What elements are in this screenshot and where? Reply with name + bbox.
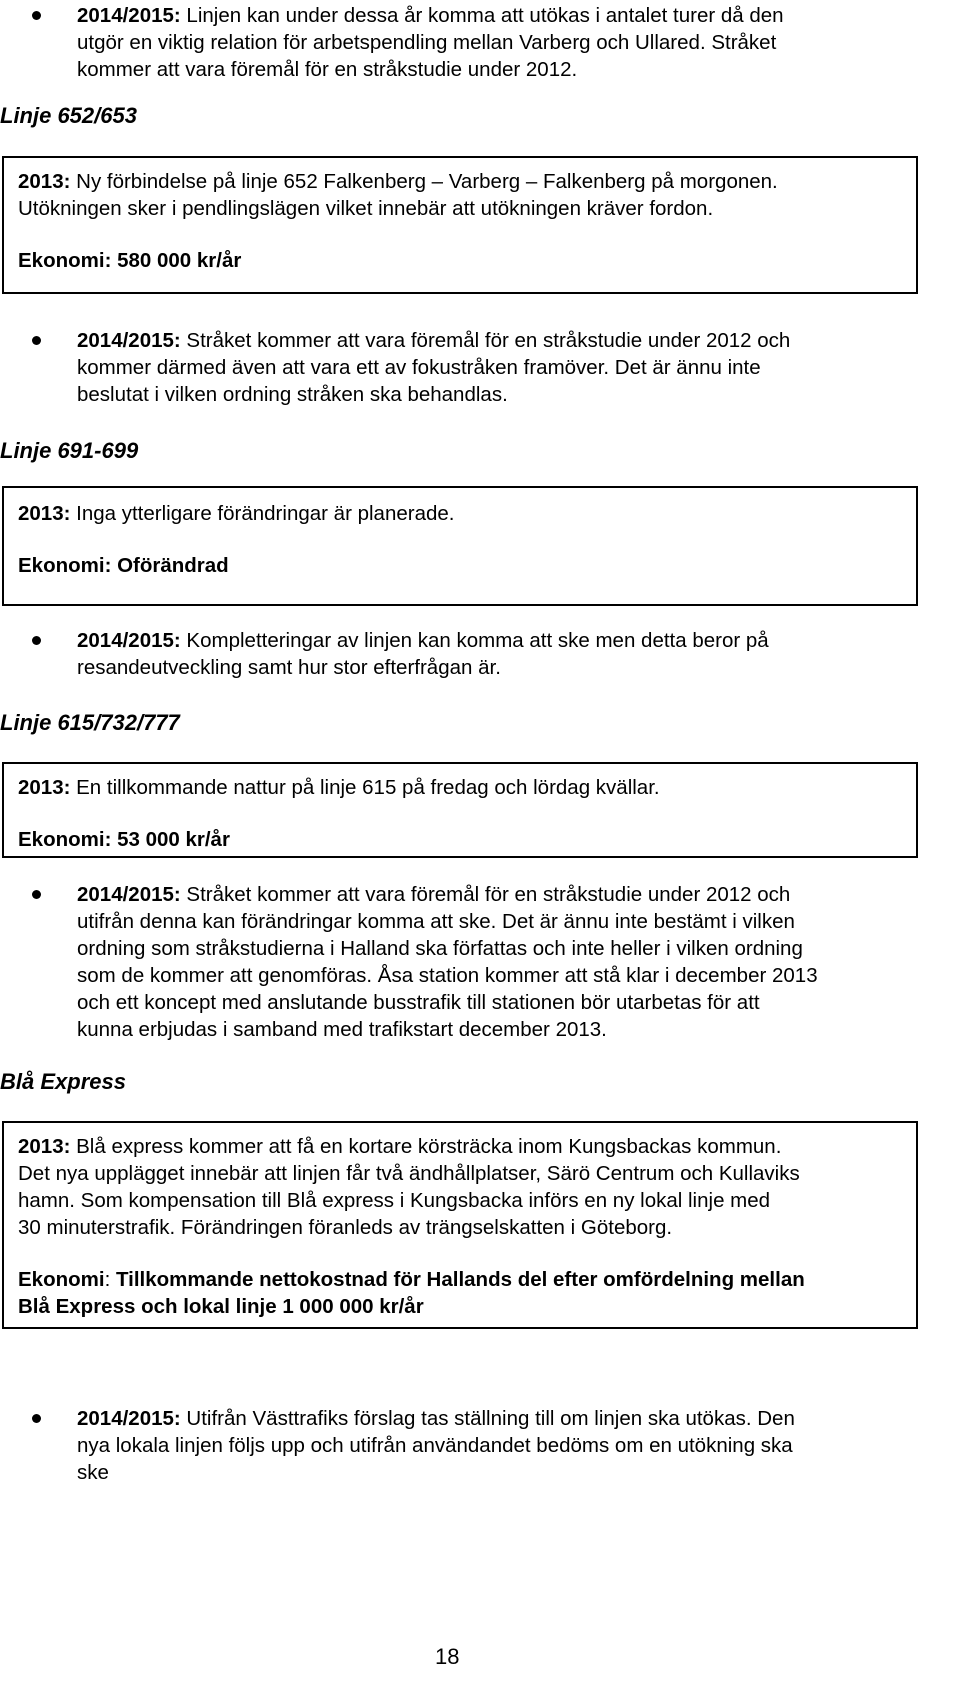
bullet-text — [77, 627, 769, 681]
year-label: 2013: — [18, 776, 71, 799]
period-label: 2014/2015: — [77, 883, 181, 906]
text-line: utgör en viktig relation för arbetspendling mellan Varberg och Ullared. Stråket — [77, 31, 777, 54]
text-line: Kompletteringar av linjen kan komma att ske men detta beror på — [180, 629, 769, 652]
text-line: kommer därmed även att vara ett av fokustråken framöver. Det är ännu inte — [77, 356, 761, 379]
bullet-icon — [32, 336, 41, 345]
economy-line: Ekonomi: 580 000 kr/år — [18, 249, 242, 272]
text-line: Stråket kommer att vara föremål för en stråkstudie under 2012 och — [180, 329, 791, 352]
section-heading-linje-615: Linje 615/732/777 — [0, 710, 180, 735]
text-line: och ett koncept med anslutande busstrafik till stationen bör utarbetas för att — [77, 991, 760, 1014]
bullet-icon — [32, 1414, 41, 1423]
section-heading-linje-691: Linje 691-699 — [0, 438, 139, 463]
economy-line-2: Blå Express och lokal linje 1 000 000 kr/år — [18, 1295, 424, 1318]
bullet-text — [77, 1405, 795, 1486]
text-line: kunna erbjudas i samband med trafikstart december 2013. — [77, 1018, 607, 1041]
text-line: nya lokala linjen följs upp och utifrån användandet bedöms om en utökning ska — [77, 1434, 793, 1457]
economy-line: Ekonomi: Oförändrad — [18, 554, 229, 577]
info-box-2013-linje-615 — [2, 762, 918, 858]
text-line: Linjen kan under dessa år komma att utökas i antalet turer då den — [180, 4, 784, 27]
economy-line: Ekonomi: 53 000 kr/år — [18, 828, 230, 851]
text-line: Stråket kommer att vara föremål för en stråkstudie under 2012 och — [180, 883, 791, 906]
text-line: resandeutveckling samt hur stor efterfrågan är. — [77, 656, 501, 679]
section-heading-linje-652: Linje 652/653 — [0, 103, 137, 128]
period-label: 2014/2015: — [77, 4, 181, 27]
period-label: 2014/2015: — [77, 1407, 181, 1430]
economy-colon: : — [104, 1268, 116, 1291]
text-line: ske — [77, 1461, 109, 1484]
info-box-2013-linje-691 — [2, 486, 918, 606]
bullet-icon — [32, 636, 41, 645]
bullet-icon — [32, 11, 41, 20]
economy-value: Tillkommande nettokostnad för Hallands del efter omfördelning mellan — [115, 1268, 805, 1291]
year-label: 2013: — [18, 170, 71, 193]
bullet-text — [77, 327, 790, 408]
bullet-text — [77, 2, 784, 83]
bullet-icon — [32, 890, 41, 899]
economy-label: Ekonomi — [18, 1268, 105, 1291]
bullet-text — [77, 881, 818, 1043]
period-label: 2014/2015: — [77, 629, 181, 652]
info-box-2013-bla-express — [2, 1121, 918, 1329]
text-line: Inga ytterligare förändringar är planerade. — [70, 502, 455, 525]
section-heading-bla-express: Blå Express — [0, 1069, 126, 1094]
text-line: som de kommer att genomföras. Åsa station kommer att stå klar i december 2013 — [77, 964, 818, 987]
year-label: 2013: — [18, 502, 71, 525]
period-label: 2014/2015: — [77, 329, 181, 352]
text-line: Blå express kommer att få en kortare körsträcka inom Kungsbackas kommun. — [70, 1135, 782, 1158]
text-line: beslutat i vilken ordning stråken ska behandlas. — [77, 383, 508, 406]
info-box-2013-linje-652 — [2, 156, 918, 294]
year-label: 2013: — [18, 1135, 71, 1158]
text-line: En tillkommande nattur på linje 615 på fredag och lördag kvällar. — [70, 776, 660, 799]
text-line: hamn. Som kompensation till Blå express i Kungsbacka införs en ny lokal linje med — [18, 1189, 771, 1212]
text-line: Ny förbindelse på linje 652 Falkenberg – Varberg – Falkenberg på morgonen. — [70, 170, 778, 193]
text-line: 30 minuterstrafik. Förändringen föranleds av trängselskatten i Göteborg. — [18, 1216, 673, 1239]
economy-line — [18, 1266, 805, 1293]
text-line: utifrån denna kan förändringar komma att ske. Det är ännu inte bestämt i vilken — [77, 910, 795, 933]
text-line: ordning som stråkstudierna i Halland ska författas och inte heller i vilken ordning — [77, 937, 803, 960]
text-line: Utifrån Västtrafiks förslag tas ställning till om linjen ska utökas. Den — [180, 1407, 795, 1430]
text-line: Det nya upplägget innebär att linjen får två ändhållplatser, Särö Centrum och Kullaviks — [18, 1162, 800, 1185]
text-line: kommer att vara föremål för en stråkstudie under 2012. — [77, 58, 578, 81]
text-line: Utökningen sker i pendlingslägen vilket innebär att utökningen kräver fordon. — [18, 197, 714, 220]
page-number: 18 — [435, 1644, 460, 1669]
